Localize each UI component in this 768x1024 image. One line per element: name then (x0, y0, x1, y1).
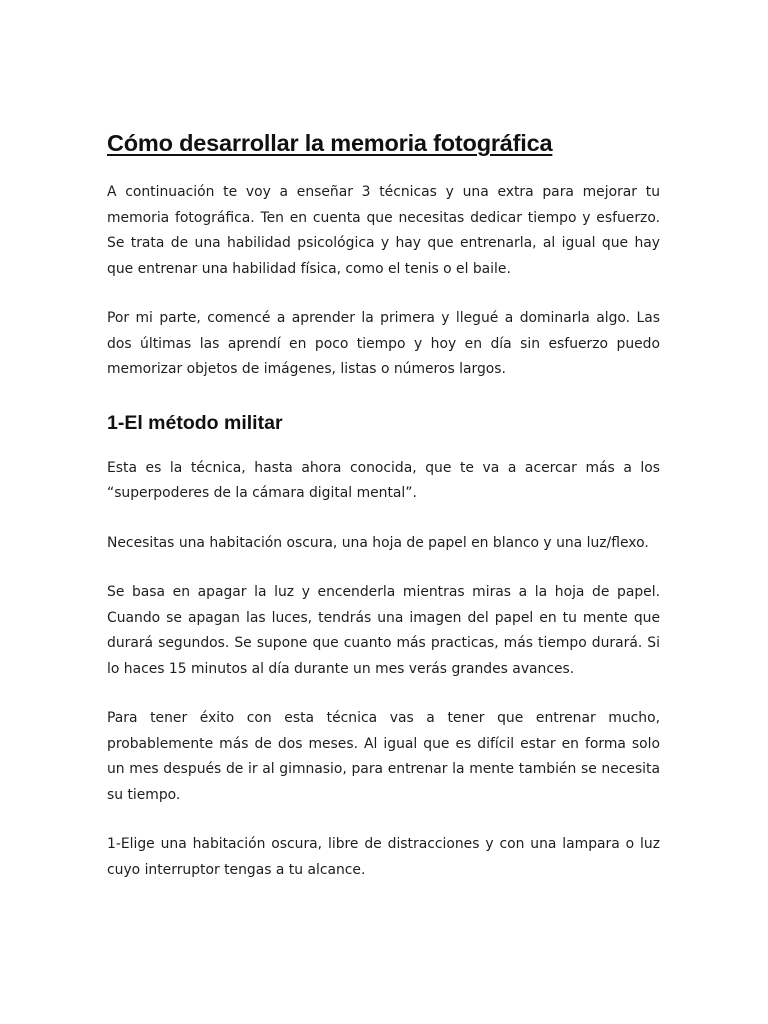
section-heading: 1-El método militar (107, 411, 283, 434)
section-paragraph-2: Necesitas una habitación oscura, una hoja de papel en blanco y una luz/flexo. (107, 534, 649, 551)
document-title: Cómo desarrollar la memoria fotográfica (107, 130, 553, 156)
intro-paragraph-1: A continuación te voy a enseñar 3 técnicas y una extra para mejorar tu memoria fotográfica. Ten en cuenta que necesitas dedicar tiempo y esfuerzo. Se trata de una habilidad psicológica y hay que entrenarla, al igual que hay que entrenar una habilidad física, como el tenis o el baile. (107, 184, 660, 277)
document-page (107, 127, 660, 883)
intro-paragraph-2: Por mi parte, comencé a aprender la primera y llegué a dominarla algo. Las dos últimas las aprendí en poco tiempo y hoy en día sin esfuerzo puedo memorizar objetos de imágenes, listas o números largos. (107, 310, 660, 377)
section-paragraph-1: Esta es la técnica, hasta ahora conocida, que te va a acercar más a los “superpoderes de la cámara digital mental”. (107, 459, 660, 501)
section-paragraph-3: Se basa en apagar la luz y encenderla mientras miras a la hoja de papel. Cuando se apagan las luces, tendrás una imagen del papel en tu mente que durará segundos. Se supone que cuanto más practicas, más tiempo durará. Si lo haces 15 minutos al día durante un mes verás grandes avances. (107, 584, 660, 677)
section-paragraph-4: Para tener éxito con esta técnica vas a tener que entrenar mucho, probablemente más de dos meses. Al igual que es difícil estar en forma solo un mes después de ir al gimnasio, para entrenar la mente también se necesita su tiempo. (107, 710, 660, 803)
section-paragraph-5: 1-Elige una habitación oscura, libre de distracciones y con una lampara o luz cuyo interruptor tengas a tu alcance. (107, 836, 660, 878)
